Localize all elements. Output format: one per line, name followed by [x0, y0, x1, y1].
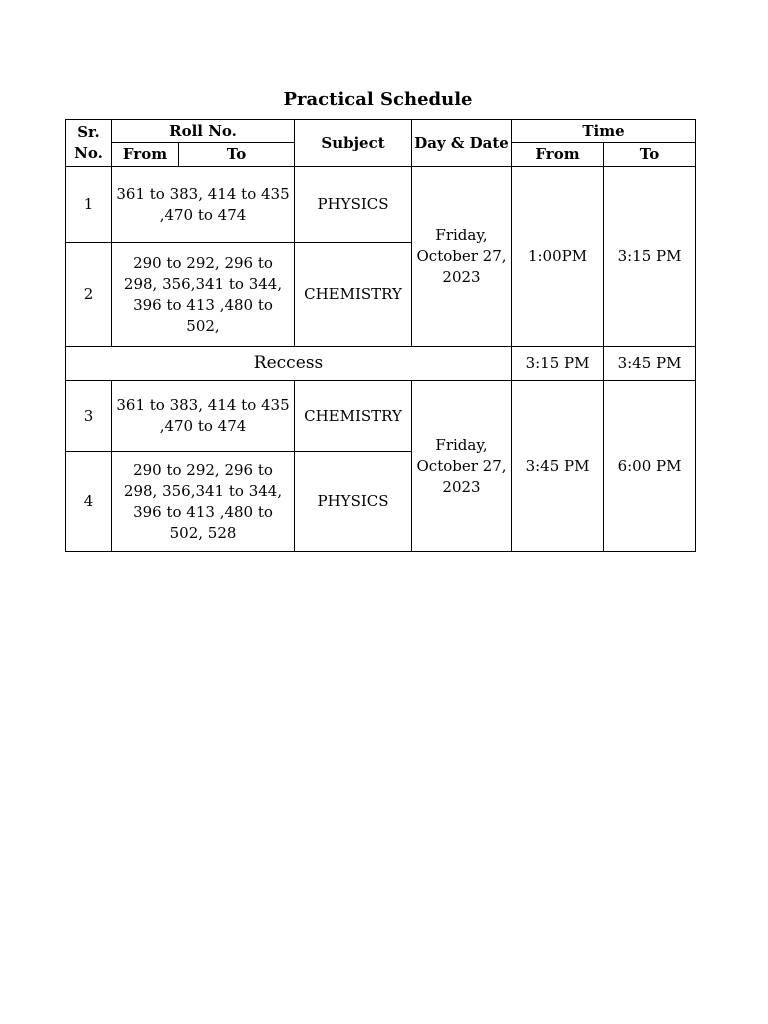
sr-cell: 2 [66, 243, 112, 347]
page-title: Practical Schedule [283, 89, 473, 110]
header-sr-no [66, 120, 112, 167]
roll-range-cell [112, 167, 295, 243]
schedule-table [65, 119, 696, 552]
subject-cell: PHYSICS [295, 167, 412, 243]
roll-range-cell [112, 243, 295, 347]
roll-range-line: 298, 356,341 to 344, [123, 274, 283, 293]
roll-range-line: 361 to 383, 414 to 435 [116, 184, 290, 203]
header-roll-from: From [112, 143, 179, 167]
table-row [66, 381, 696, 452]
header-sr-no-line2: No. [74, 144, 103, 162]
date-line: Friday, [435, 435, 488, 454]
header-roll-to: To [179, 143, 295, 167]
recess-label: Reccess [66, 347, 512, 381]
recess-row [66, 347, 696, 381]
date-line: 2023 [442, 268, 481, 286]
time-from-cell: 3:45 PM [512, 381, 604, 552]
date-line: October 27, [416, 456, 507, 475]
subject-cell: CHEMISTRY [295, 381, 412, 452]
header-time-from: From [512, 143, 604, 167]
date-cell [412, 167, 512, 347]
date-line: Friday, [435, 226, 488, 244]
roll-range-line: 298, 356,341 to 344, [123, 481, 283, 500]
header-day-date: Day & Date [412, 120, 512, 167]
sr-cell: 3 [66, 381, 112, 452]
header-roll-no: Roll No. [112, 120, 295, 143]
date-cell [412, 381, 512, 552]
roll-range-line: 396 to 413 ,480 to [133, 502, 273, 521]
roll-range-line: 396 to 413 ,480 to [133, 295, 273, 314]
roll-range-line: 361 to 383, 414 to 435 [116, 396, 290, 414]
sr-cell: 4 [66, 452, 112, 552]
roll-range-line: 502, 528 [169, 523, 237, 542]
time-to-cell: 3:15 PM [604, 167, 696, 347]
roll-range-line: 290 to 292, 296 to [133, 460, 273, 479]
header-time-to: To [604, 143, 696, 167]
recess-time-to: 3:45 PM [604, 347, 696, 381]
recess-time-from: 3:15 PM [512, 347, 604, 381]
table-row [66, 167, 696, 243]
time-from-cell: 1:00PM [512, 167, 604, 347]
date-line: 2023 [442, 477, 481, 496]
sr-cell: 1 [66, 167, 112, 243]
date-line: October 27, [416, 247, 507, 265]
roll-range-cell [112, 452, 295, 552]
header-time: Time [512, 120, 696, 143]
subject-cell: CHEMISTRY [295, 243, 412, 347]
roll-range-line: ,470 to 474 [159, 205, 247, 224]
roll-range-line: ,470 to 474 [159, 417, 247, 435]
roll-range-cell [112, 381, 295, 452]
roll-range-line: 502, [186, 316, 220, 335]
header-sr-no-line1: Sr. [77, 123, 100, 141]
header-row-1 [66, 120, 696, 143]
time-to-cell: 6:00 PM [604, 381, 696, 552]
roll-range-line: 290 to 292, 296 to [133, 253, 273, 272]
subject-cell: PHYSICS [295, 452, 412, 552]
header-subject: Subject [295, 120, 412, 167]
